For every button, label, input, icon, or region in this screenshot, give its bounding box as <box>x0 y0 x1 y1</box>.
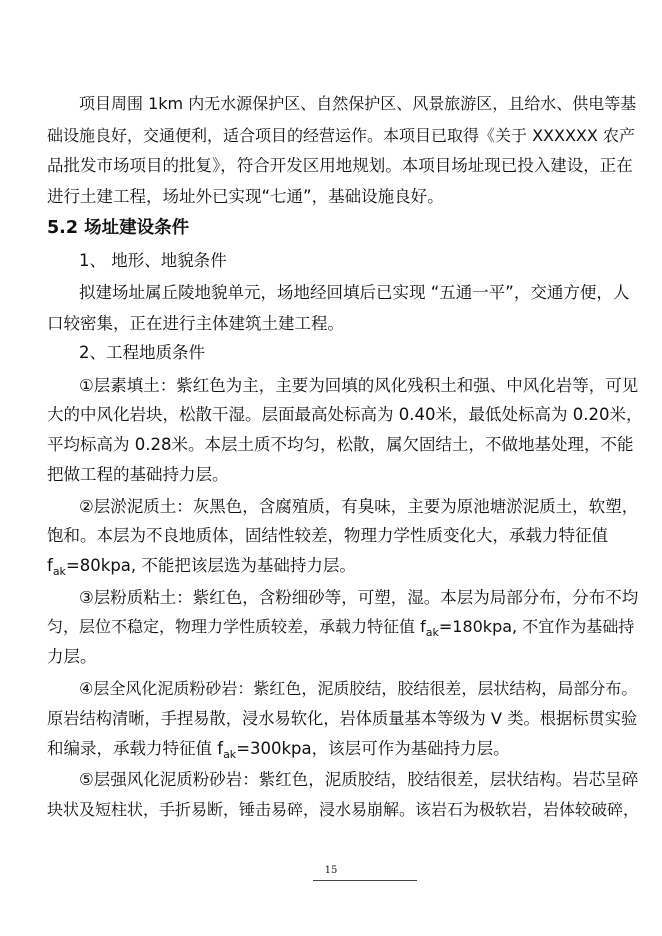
layer-2-line-3-rest: 不能把该层选为基础持力层。 <box>136 556 356 575</box>
layer-1-line-2: 大的中风化岩块，松散干湿。层面最高处标高为 0.40米，最低处标高为 0.20米， <box>47 405 643 424</box>
layer-3-line-2 <box>47 616 634 640</box>
layer-2-line-2: 饱和。本层为不良地质体，固结性较差，物理力学性质变化大，承载力特征值 <box>47 526 608 545</box>
layer-3-line-3: 力层。 <box>47 647 97 666</box>
layer-4-line-3-before: 和编录，承载力特征值 <box>47 739 218 758</box>
layer-4-line-3 <box>47 738 510 762</box>
layer-3-line-2-rest: 不宜作为基础持 <box>517 617 635 636</box>
fak-subscript: ak <box>52 565 66 578</box>
layer-3-line-2-before: 匀，层位不稳定，物理力学性质较差，承载力特征值 <box>47 617 421 636</box>
fak-symbol: f <box>420 617 426 636</box>
paragraph-2-line-1: 拟建场址属丘陵地貌单元，场地经回填后已实现 “五通一平”，交通方便，人 <box>79 283 630 302</box>
paragraph-1-line-2: 础设施良好，交通便利，适合项目的经营运作。本项目已取得《关于 XXXXXX 农产 <box>47 126 635 145</box>
layer-4-line-1: ④层全风化泥质粉砂岩：紫红色，泥质胶结，胶结很差，层状结构，局部分布。 <box>79 679 638 698</box>
layer-5-line-1: ⑤层强风化泥质粉砂岩：紫红色，泥质胶结，胶结很差，层状结构。岩芯呈碎 <box>79 770 639 789</box>
layer-1-line-1: ①层素填土：紫红色为主，主要为回填的风化残积土和强、中风化岩等，可见 <box>79 376 639 395</box>
paragraph-2-line-2: 口较密集，正在进行主体建筑土建工程。 <box>47 314 344 333</box>
layer-5-line-2: 块状及短柱状，手折易断，锤击易碎，浸水易崩解。该岩石为极软岩，岩体较破碎， <box>47 800 640 819</box>
layer-2-line-3 <box>47 555 356 579</box>
page-number: 15 <box>324 865 338 876</box>
fak-subscript: ak <box>223 748 237 761</box>
layer-2-line-1: ②层淤泥质土：灰黑色，含腐殖质，有臭味，主要为原池塘淤泥质土，软塑， <box>79 497 639 516</box>
layer-1-line-3: 平均标高为 0.28米。本层土质不均匀，松散，属欠固结土，不做地基处理，不能 <box>47 435 634 454</box>
sub-heading-terrain: 1、 地形、地貌条件 <box>79 251 227 270</box>
section-heading: 5.2 场址建设条件 <box>47 218 190 238</box>
footer-rule <box>313 880 417 881</box>
fak-subscript: ak <box>425 626 439 639</box>
paragraph-1-line-3: 品批发市场项目的批复》，符合开发区用地规划。本项目场址现已投入建设，正在 <box>47 156 633 175</box>
fak-value: =180kpa, <box>438 617 518 636</box>
sub-heading-geology: 2、工程地质条件 <box>79 343 205 362</box>
fak-symbol: f <box>217 739 224 758</box>
paragraph-1-line-4: 进行土建工程，场址外已实现“七通”，基础设施良好。 <box>47 187 444 206</box>
layer-1-line-4: 把做工程的基础持力层。 <box>47 465 229 484</box>
paragraph-1-line-1: 项目周围 1km 内无水源保护区、自然保护区、风景旅游区，且给水、供电等基 <box>79 94 637 113</box>
fak-value: =300kpa <box>236 739 312 758</box>
layer-4-line-2: 原岩结构清晰，手捏易散，浸水易软化，岩体质量基本等级为 V 类。根据标贯实验 <box>47 709 638 728</box>
fak-symbol: f <box>47 556 53 575</box>
fak-value: =80kpa, <box>65 556 137 575</box>
layer-3-line-1: ③层粉质粘土：紫红色，含粉细砂等，可塑，湿。本层为局部分布，分布不均 <box>79 588 639 607</box>
layer-4-line-3-rest: ，该层可作为基础持力层。 <box>311 739 510 758</box>
